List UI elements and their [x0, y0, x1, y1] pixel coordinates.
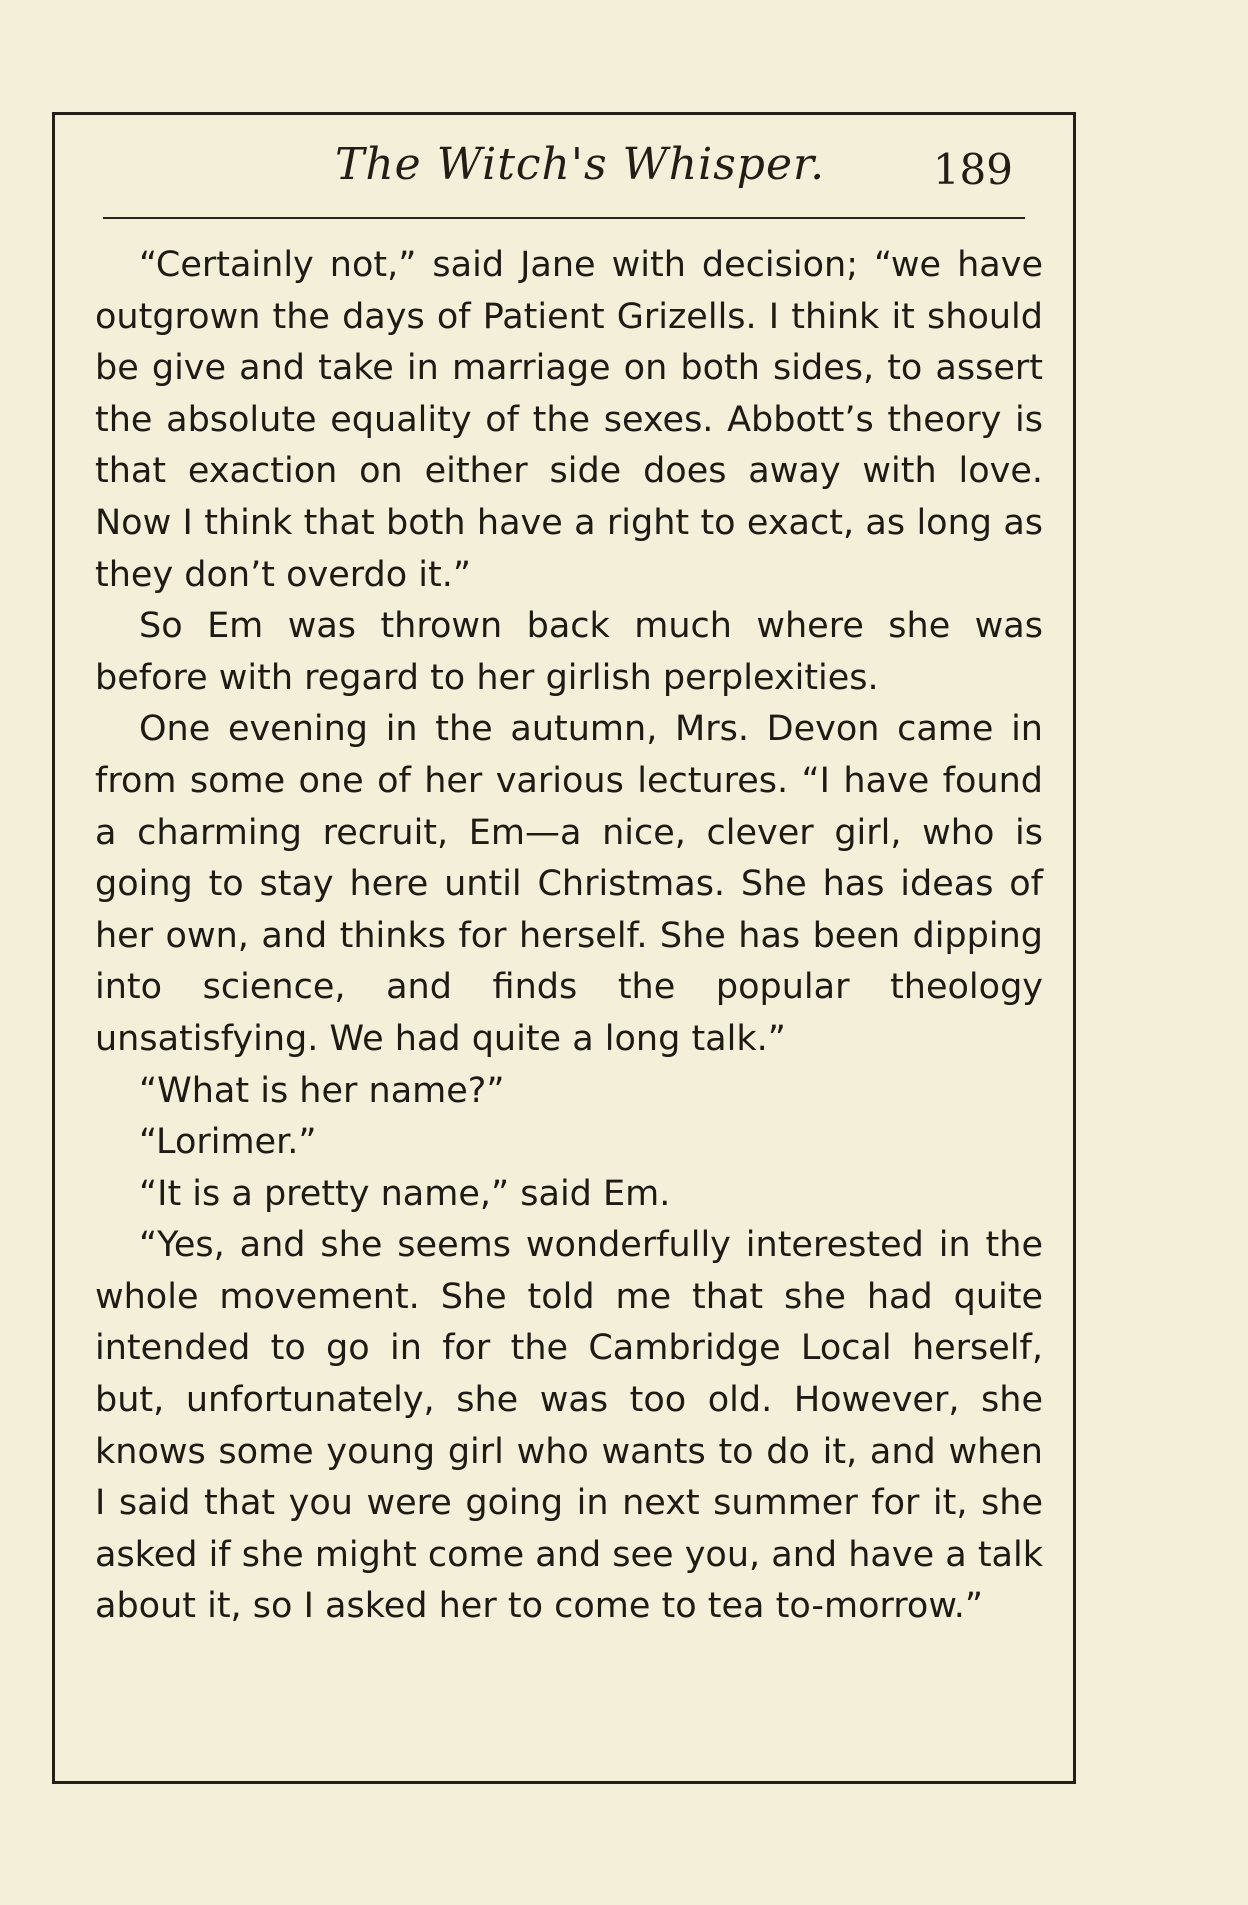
- paragraph: “Lorimer.”: [139, 1122, 317, 1163]
- paragraph: “What is her name?”: [139, 1070, 505, 1111]
- paragraph: One evening in the autumn, Mrs. Devon came in from some one of her various lectures. “I have found a charming recruit, Em—a nice, clever girl, who is going to stay here until Christmas. She has ideas of her own, and thinks for herself. She has been dipping into science, and finds the popular theology unsatisfying. We had quite a long talk.”: [95, 709, 1043, 1059]
- page-frame: [52, 112, 1076, 1784]
- paragraph: “It is a pretty name,” said Em.: [139, 1173, 671, 1214]
- paragraph: “Yes, and she seems wonderfully interested in the whole movement. She told me that she had quite intended to go in for the Cambridge Local herself, but, unfortunately, she was too old. However, she knows some young girl who wants to do it, and when I said that you were going in next summer for it, she asked if she might come and see you, and have a talk about it, so I asked her to come to tea to-morrow.”: [95, 1225, 1043, 1627]
- running-title: The Witch's Whisper.: [335, 139, 826, 190]
- page-number: 189: [932, 145, 1013, 194]
- header-rule: [103, 217, 1025, 219]
- running-header: [55, 139, 1073, 209]
- paragraph: So Em was thrown back much where she was before with regard to her girlish perplexities.: [95, 606, 1043, 698]
- paragraph: “Certainly not,” said Jane with decision; “we have outgrown the days of Patient Grizells. I think it should be give and take in marriage on both sides, to assert the absolute equality of the sexes. Abbott’s theory is that exaction on either side does away with love. Now I think that both have a right to exact, as long as they don’t overdo it.”: [95, 245, 1043, 595]
- body-text: [95, 240, 1043, 1633]
